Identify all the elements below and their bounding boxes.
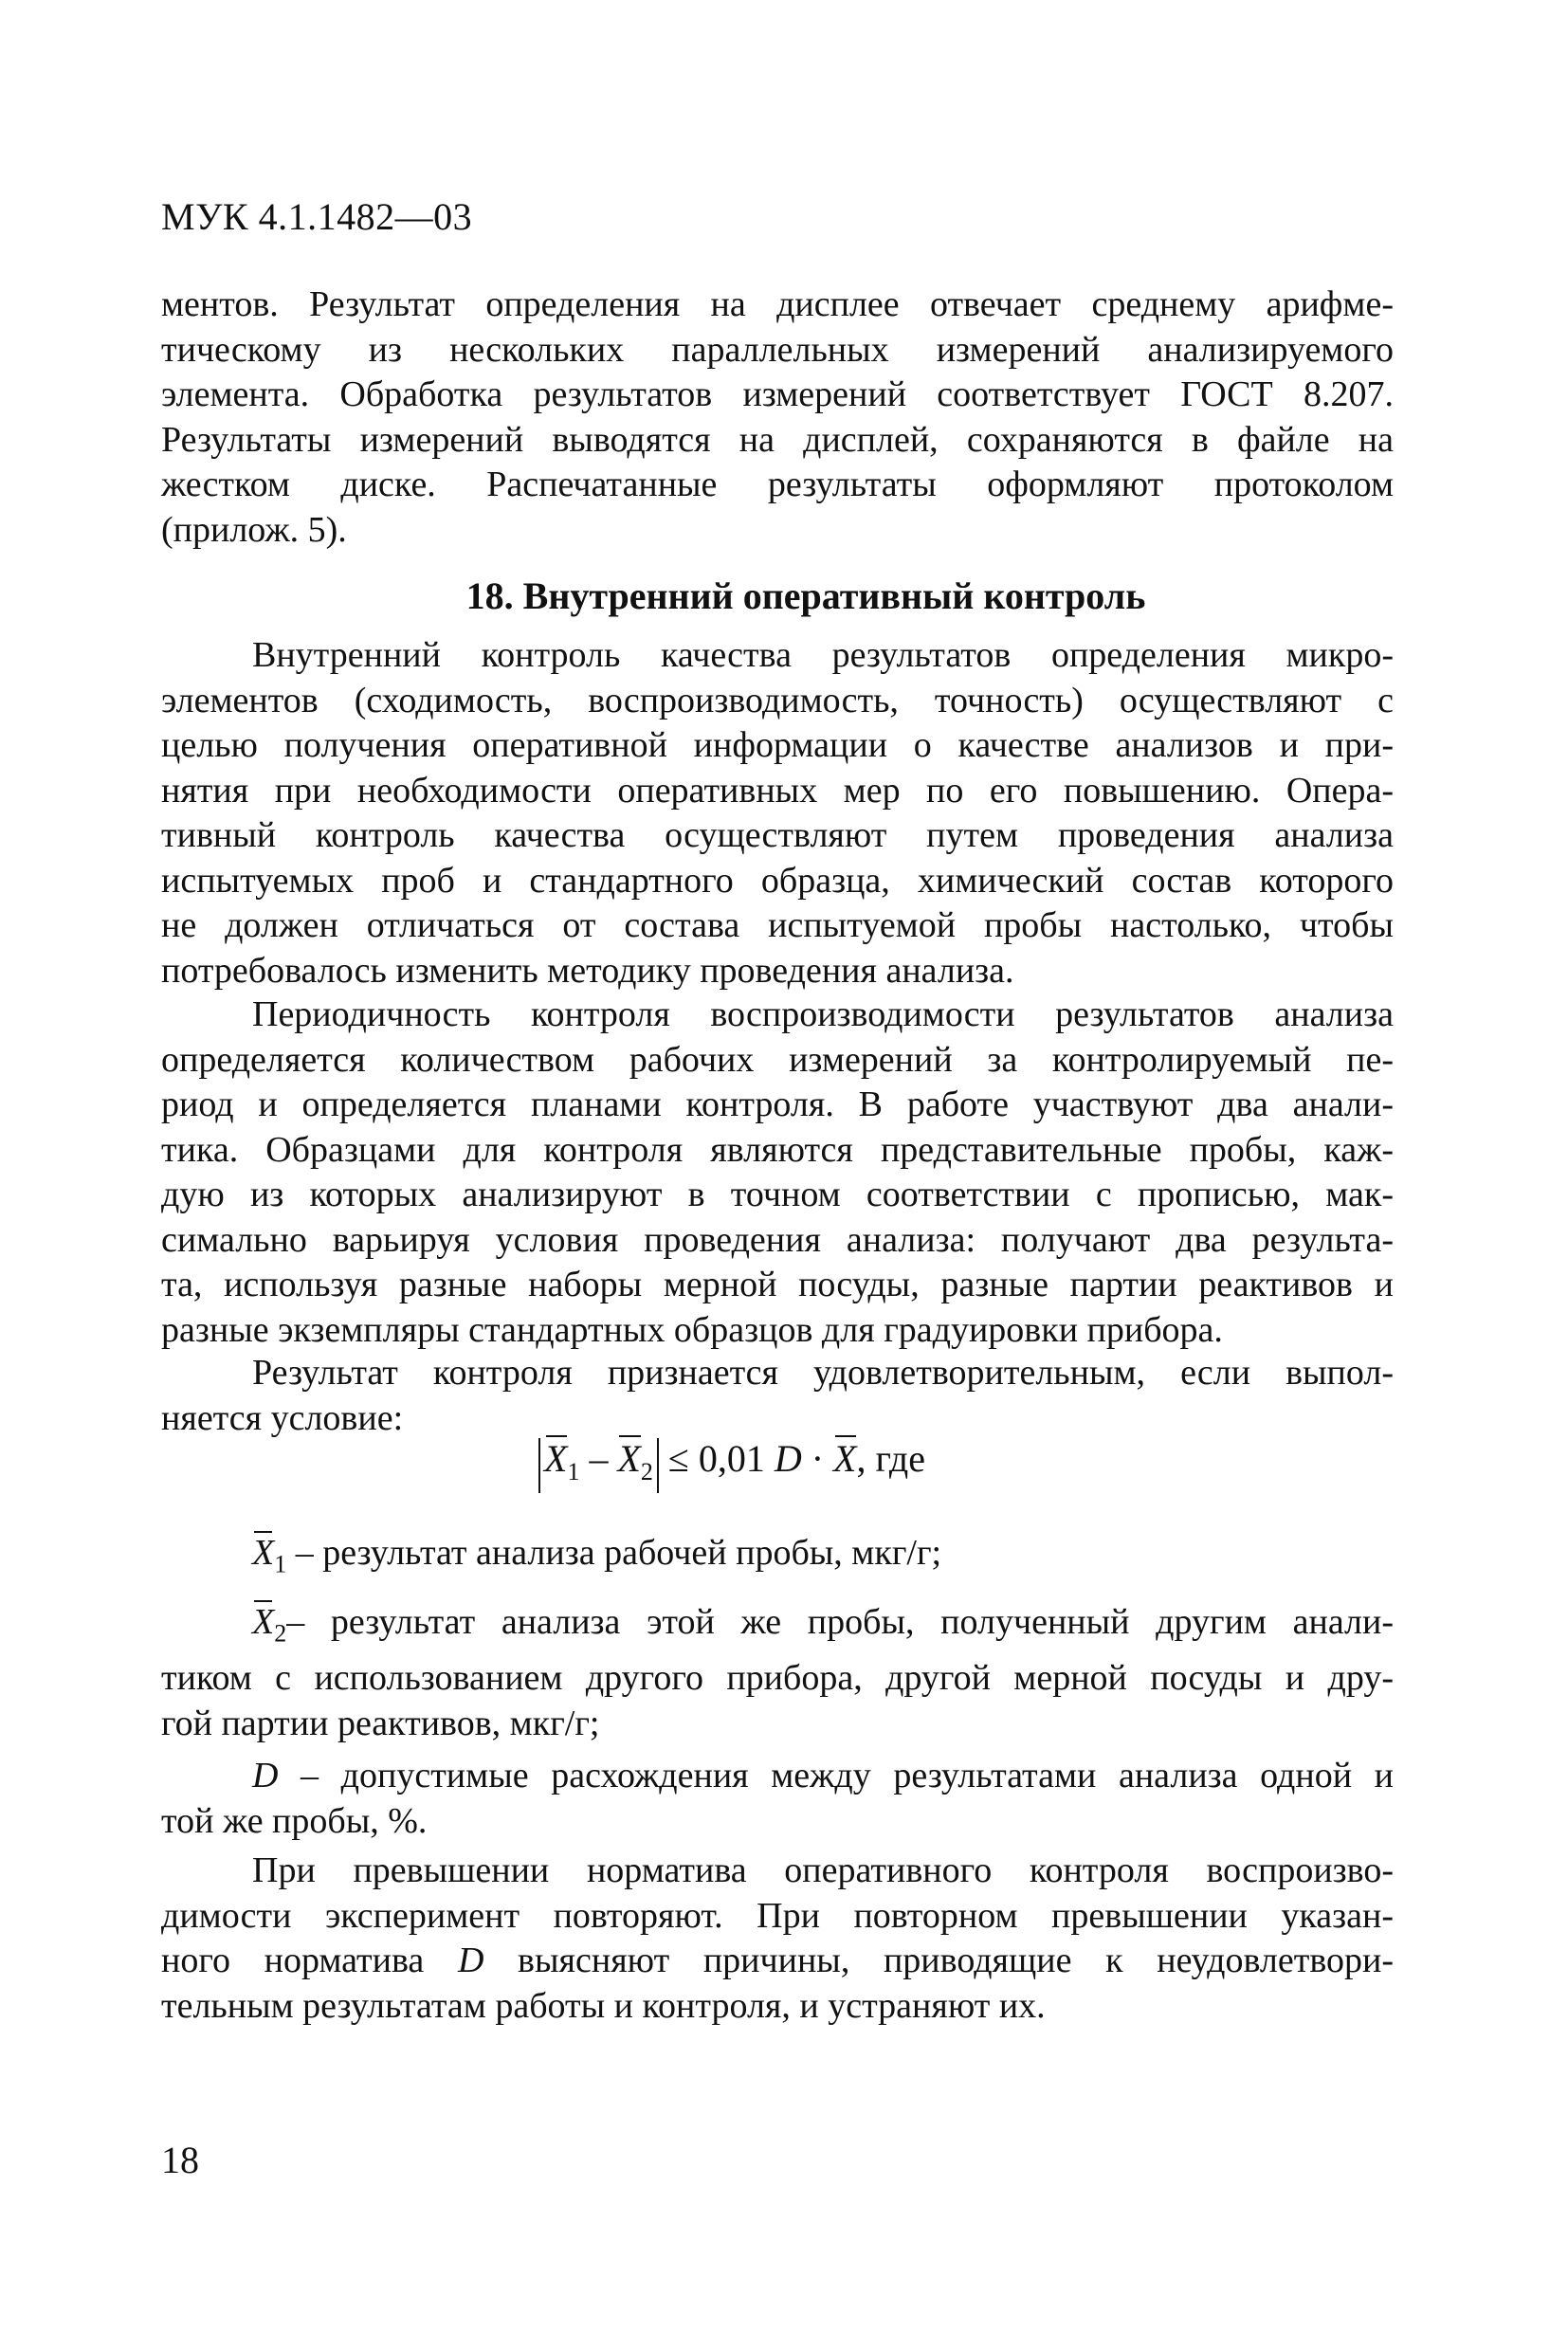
text-line: дую из которых анализируют в точном соответствии с прописью, мак- <box>161 1175 1394 1214</box>
text-line: не должен отличаться от состава испытуемой пробы настолько, чтобы <box>161 905 1394 945</box>
mean-x-symbol: X <box>833 1437 857 1480</box>
text-line: потребовалось изменить методику проведения анализа. <box>161 950 1014 991</box>
absolute-value-expression: $X_1 - X_2$ <box>538 1438 659 1493</box>
paragraph-periodicity <box>161 993 1394 1353</box>
paragraph-exceedance <box>161 1849 1394 2029</box>
text-line: та, используя разные наборы мерной посуды, разные партии реактивов и <box>161 1265 1394 1304</box>
x2-bar-symbol: X <box>252 1602 275 1642</box>
mean-x2-symbol: X <box>617 1437 641 1480</box>
text-line: симально варьируя условия проведения анализа: получают два результа- <box>161 1219 1394 1260</box>
text-line: тическому из нескольких параллельных измерений анализируемого <box>161 329 1394 370</box>
text-line: разные экземпляры стандартных образцов для градуировки прибора. <box>161 1309 1223 1350</box>
mean-x1-symbol: X <box>544 1437 568 1480</box>
text-line: Результат контроля признается удовлетворительным, если выпол- <box>252 1353 1394 1393</box>
page-number: 18 <box>161 2139 199 2181</box>
text-line: испытуемых проб и стандартного образца, химический состав которого <box>161 860 1394 901</box>
text-line: Результаты измерений выводятся на дисплей, сохраняются в файле на <box>161 419 1394 460</box>
intro-paragraph <box>161 282 1394 553</box>
text-line: нятия при необходимости оперативных мер по его повышению. Опера- <box>161 770 1394 811</box>
paragraph-quality-control <box>161 633 1394 993</box>
text-line: Периодичность контроля воспроизводимости результатов анализа <box>252 994 1394 1034</box>
text-line: тивный контроль качества осуществляют путем проведения анализа <box>161 815 1394 855</box>
coefficient: 0,01 <box>698 1437 765 1480</box>
d-symbol: D <box>774 1437 802 1480</box>
section-heading: 18. Внутренний оперативный контроль <box>465 574 1146 617</box>
text-line: жестком диске. Распечатанные результаты оформляют протоколом <box>161 465 1394 504</box>
leq-sign: ≤ <box>667 1437 689 1480</box>
text-line: димости эксперимент повторяют. При повторном превышении указан- <box>161 1895 1394 1936</box>
definition-x2: $X_2-$ результат анализа этой же пробы, полученный другим анали- тиком с использованием другого прибора, другой мерной посуды и дру- гой партии реактивов, мкг/г; <box>161 1600 1394 1746</box>
text-line: определяется количеством рабочих измерений за контролируемый пе- <box>161 1039 1394 1080</box>
d-inline-symbol: D <box>457 1941 484 1980</box>
x1-bar-symbol: X <box>252 1533 275 1573</box>
text-line: тика. Образцами для контроля являются представительные пробы, каж- <box>161 1129 1394 1170</box>
text-line: той же пробы, %. <box>161 1800 428 1841</box>
text-line: тельным результатам работы и контроля, и устраняют их. <box>161 1985 1046 2026</box>
text-line: целью получения оперативной информации о качестве анализов и при- <box>161 725 1394 765</box>
text-line: няется условие: <box>161 1397 404 1438</box>
text-line: элементов (сходимость, воспроизводимость, точность) осуществляют с <box>161 680 1394 720</box>
d-definition-symbol: D <box>252 1756 279 1795</box>
text-line: ментов. Результат определения на дисплее отвечает среднему арифме- <box>161 284 1394 324</box>
text-line: (прилож. 5). <box>161 509 347 550</box>
text-line: При превышении норматива оперативного контроля воспроизво- <box>252 1850 1394 1890</box>
definition-d: D – допустимые расхождения между результатами анализа одной и той же пробы, %. <box>161 1754 1394 1844</box>
text-line: элемента. Обработка результатов измерений соответствует ГОСТ 8.207. <box>161 374 1394 414</box>
text-line: гой партии реактивов, мкг/г; <box>161 1703 600 1743</box>
definition-x1: $X_1$ – результат анализа рабочей пробы, мкг/г; <box>252 1533 942 1578</box>
control-condition-formula: $X_1 - X_2 \le 0,01$ D · X, где <box>538 1436 925 1493</box>
text-line-with-symbol: ного норматива D выясняют причины, приводящие к неудовлетвори- <box>161 1941 1394 1980</box>
text-line: тиком с использованием другого прибора, другой мерной посуды и дру- <box>161 1658 1394 1699</box>
text-line: риод и определяется планами контроля. В работе участвуют два анали- <box>161 1084 1394 1124</box>
document-code-header: МУК 4.1.1482—03 <box>161 195 473 238</box>
paragraph-condition <box>161 1351 1394 1441</box>
text-line: Внутренний контроль качества результатов определения микро- <box>252 635 1394 675</box>
